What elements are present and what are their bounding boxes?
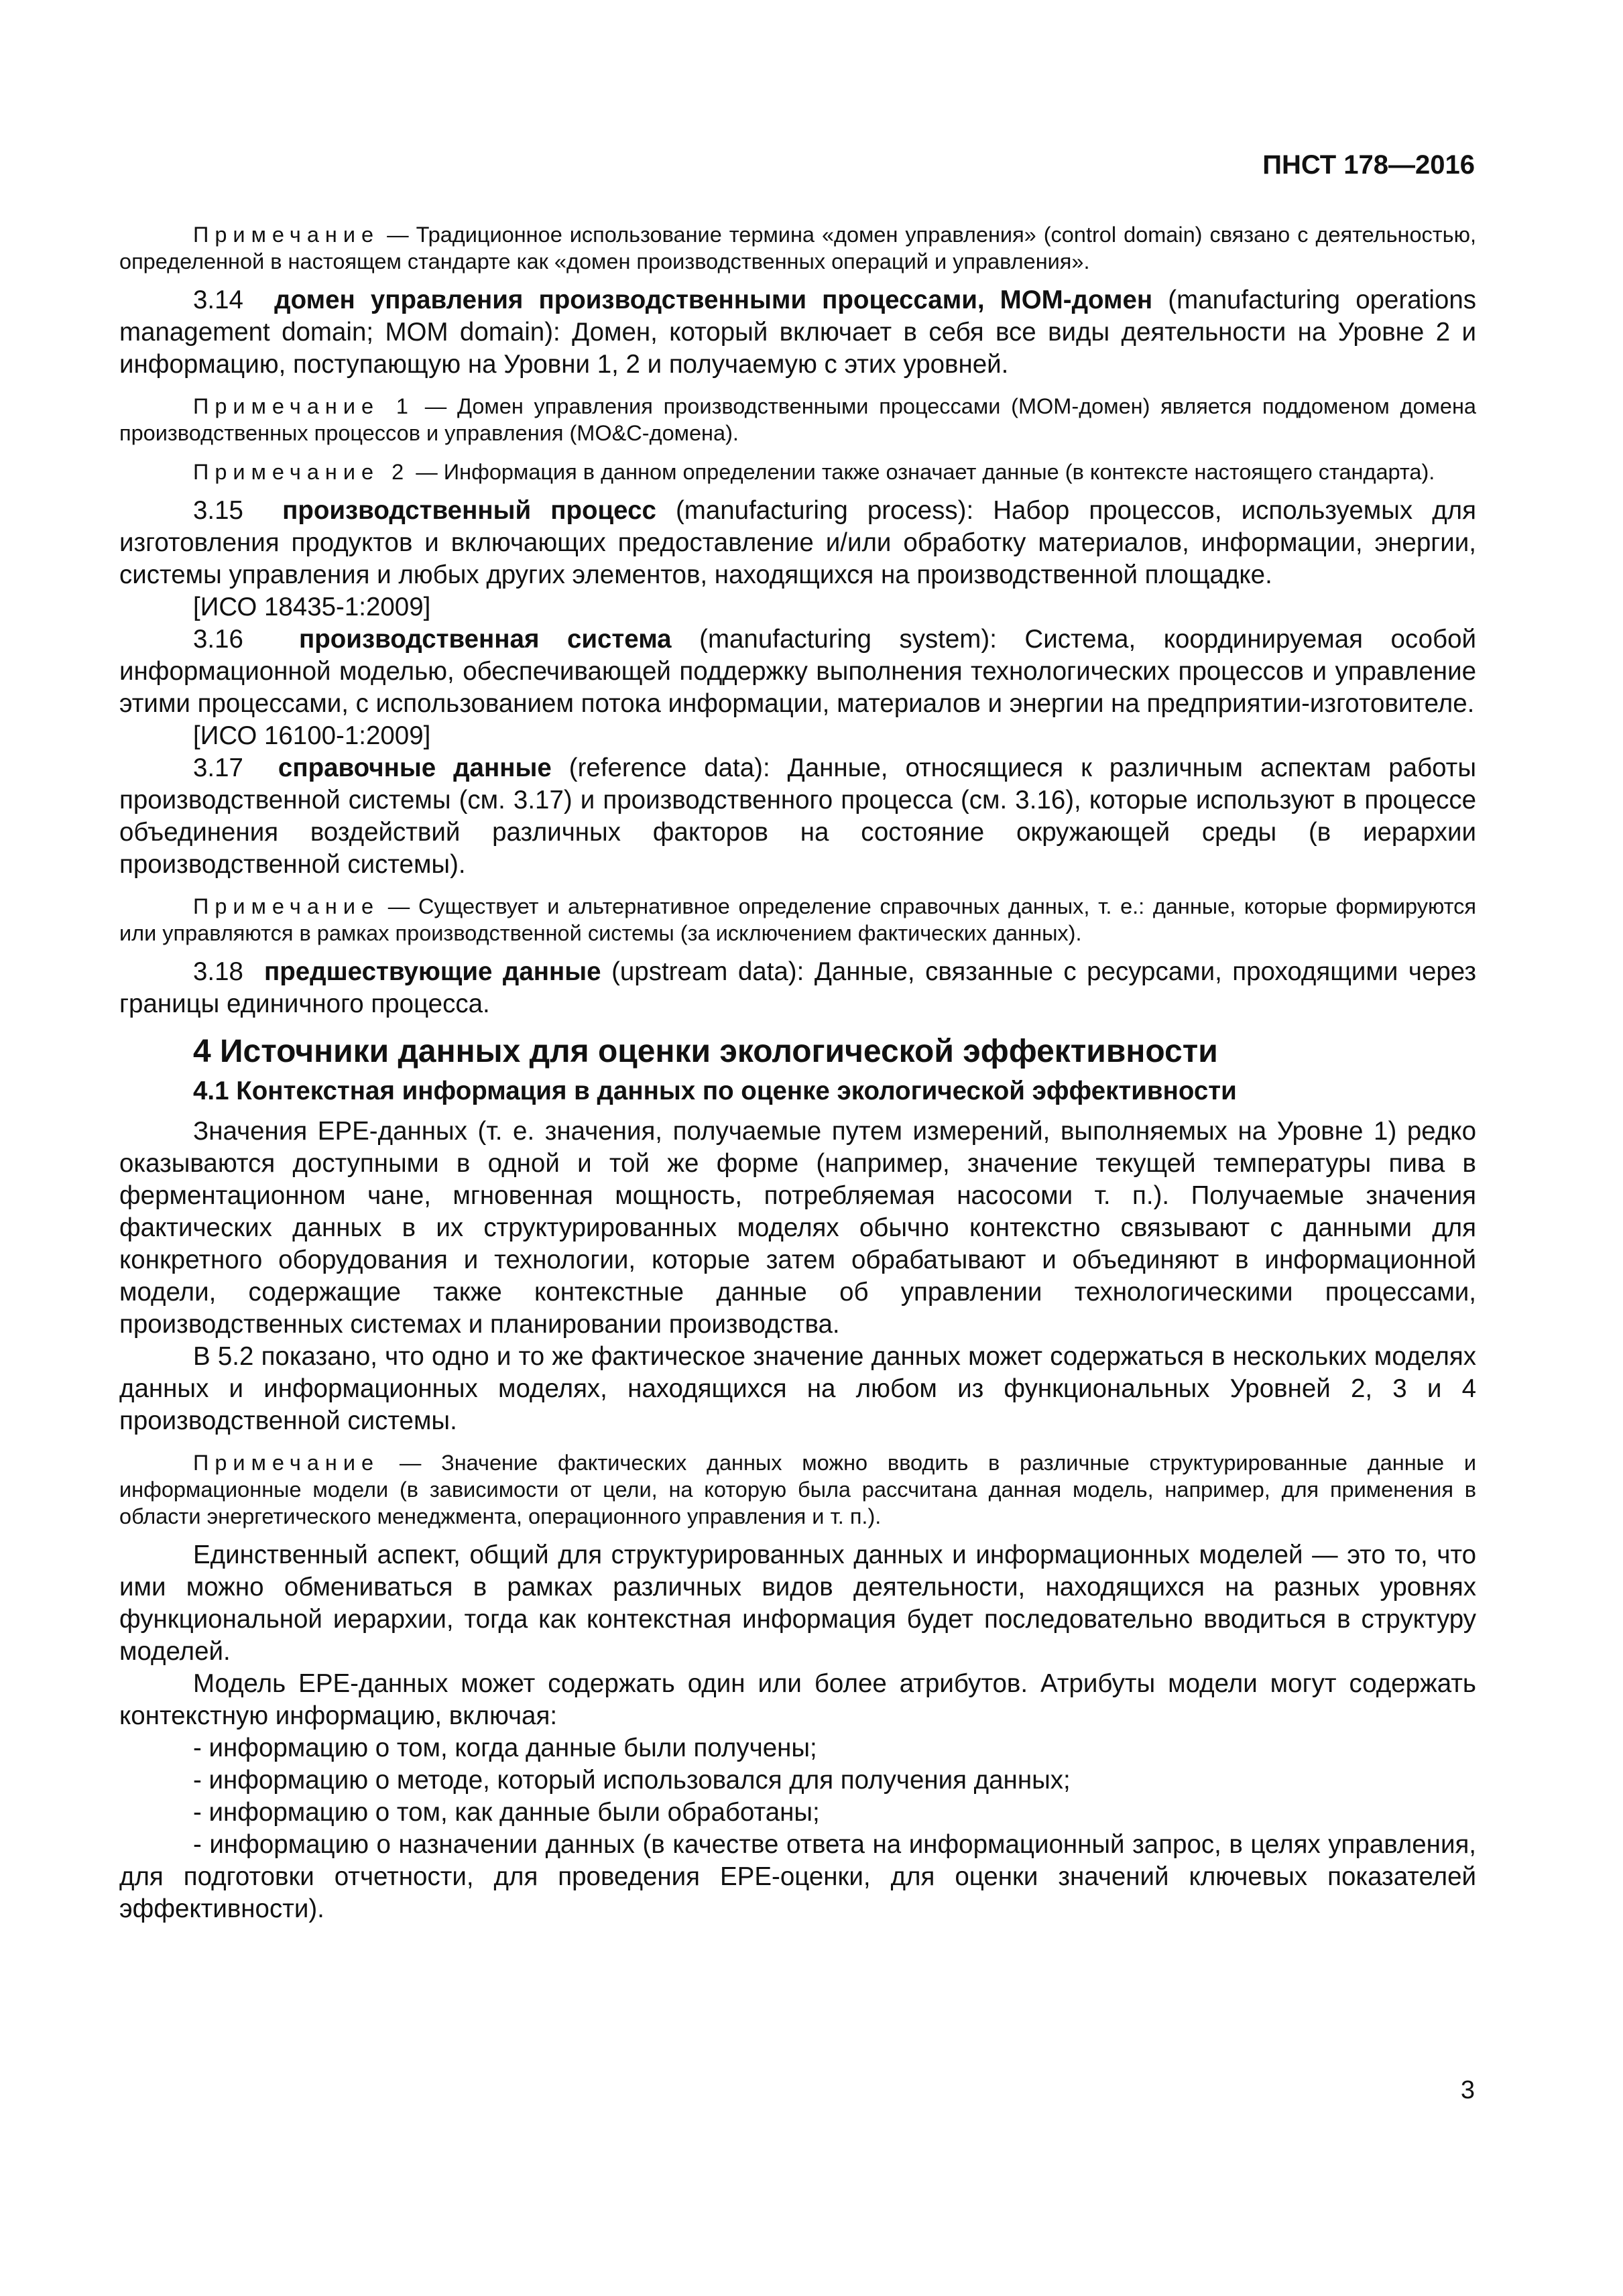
note-label: Примечание <box>193 223 380 247</box>
term-3-16 <box>119 623 1476 720</box>
term-3-14 <box>119 284 1476 381</box>
term-name: справочные данные <box>278 753 552 782</box>
page-number: 3 <box>1460 2076 1475 2104</box>
term-3-18 <box>119 956 1476 1020</box>
term-definition: (manufacturing system): Система, координируемая особой информационной моделью, обеспечивающей поддержку выполнения технологических процессов и управление этими процессами, с использованием потока информации, материалов и энергии на предприятии-изготовителе. <box>119 625 1476 718</box>
note-text: — Традиционное использование термина «домен управления» (control domain) связано с деятельностью, определенной в настоящем стандарте как «домен производственных операций и управления». <box>119 223 1476 274</box>
note-text: — Домен управления производственными процессами (МОМ-домен) является поддоменом домена производственных процессов и управления (МО&С-домена). <box>119 394 1476 445</box>
list-item: - информацию о том, когда данные были получены; <box>193 1734 817 1762</box>
list-item: - информацию о том, как данные были обработаны; <box>193 1798 820 1827</box>
section-4-paragraph-1: Значения ЕРЕ-данных (т. е. значения, получаемые путем измерений, выполняемых на Уровне 1) редко оказываются доступными в одной и той же форме (например, значение текущей температуры пива в ферментационном чане, мгновенная мощность, потребляемая насосоми т. п.). Получаемые значения фактических данных в их структурированных моделях обычно контекстно связывают с данными для конкретного оборудования и технологии, которые затем обрабатывают и объединяют в информационной модели, содержащие также контекстные данные об управлении технологическими процессами, производственных системах и планировании производства. <box>119 1117 1476 1339</box>
term-number: 3.16 <box>193 625 243 654</box>
term-name: домен управления производственными процессами, МОМ-домен <box>274 286 1153 314</box>
term-name: предшествующие данные <box>263 957 601 986</box>
term-number: 3.18 <box>193 957 243 986</box>
term-definition: (manufacturing process): Набор процессов, используемых для изготовления продуктов и включающих предоставление и/или обработку материалов, информации, энергии, системы управления и любых других элементов, находящихся на производственной площадке. <box>119 496 1476 589</box>
term-definition: (manufacturing operations management domain; MOM domain): Домен, который включает в себя все виды деятельности на Уровне 2 и информацию, поступающую на Уровни 1, 2 и получаемую с этих уровней. <box>119 286 1476 379</box>
term-3-14-note-2 <box>119 459 1476 485</box>
term-3-14-note-1 <box>119 393 1476 446</box>
section-4-paragraph-3: Единственный аспект, общий для структурированных данных и информационных моделей — это то, что ими можно обмениваться в рамках различных видов деятельности, находящихся на разных уровнях функциональной иерархии, тогда как контекстная информация будет последовательно вводиться в структуру моделей. <box>119 1540 1476 1666</box>
term-definition: (upstream data): Данные, связанные с ресурсами, проходящими через границы единичного процесса. <box>119 957 1476 1018</box>
term-definition: (reference data): Данные, относящиеся к различным аспектам работы производственной системы (см. 3.17) и производственного процесса (см. 3.16), которые используют в процессе объединения воздействий различных факторов на состояние окружающей среды (в иерархии производственной системы). <box>119 753 1476 879</box>
note-text: — Информация в данном определении также означает данные (в контексте настоящего стандарта). <box>410 460 1435 484</box>
term-number: 3.17 <box>193 753 243 782</box>
note-text: — Значение фактических данных можно вводить в различные структурированные данные и информационные модели (в зависимости от цели, на которую была рассчитана данная модель, например, для применения в области энергетического менеджмента, операционного управления и т. п.). <box>119 1451 1476 1528</box>
note-label: Примечание <box>193 1451 380 1475</box>
note-label: Примечание 2 <box>193 460 410 484</box>
term-3-16-reference: [ИСО 16100-1:2009] <box>193 721 431 750</box>
term-name: производственная система <box>299 625 672 654</box>
section-4-paragraph-2: В 5.2 показано, что одно и то же фактическое значение данных может содержаться в нескольких моделях данных и информационных моделях, находящихся на любом из функциональных Уровней 2, 3 и 4 производственной системы. <box>119 1342 1476 1435</box>
term-number: 3.15 <box>193 496 243 525</box>
term-3-17-note <box>119 893 1476 947</box>
note-label: Примечание <box>193 894 380 918</box>
list-item: - информацию о назначении данных (в качестве ответа на информационный запрос, в целях управления, для подготовки отчетности, для проведения ЕРЕ-оценки, для оценки значений ключевых показателей эффективности). <box>119 1830 1476 1923</box>
term-name: производственный процесс <box>282 496 656 525</box>
list-item: - информацию о методе, который использовался для получения данных; <box>193 1766 1071 1795</box>
term-3-17 <box>119 752 1476 881</box>
section-4-paragraph-4: Модель ЕРЕ-данных может содержать один или более атрибутов. Атрибуты модели могут содержать контекстную информацию, включая: <box>119 1669 1476 1730</box>
term-3-15 <box>119 495 1476 591</box>
term-3-15-reference: [ИСО 18435-1:2009] <box>193 593 431 621</box>
document-code: ПНСТ 178—2016 <box>1262 150 1475 180</box>
term-number: 3.14 <box>193 286 243 314</box>
section-4-heading: 4 Источники данных для оценки экологической эффективности <box>193 1034 1218 1069</box>
note-label: Примечание 1 <box>193 394 414 418</box>
subsection-4-1-heading: 4.1 Контекстная информация в данных по оценке экологической эффективности <box>193 1077 1237 1105</box>
page-content <box>119 221 1476 1925</box>
note-text: — Существует и альтернативное определение справочных данных, т. е.: данные, которые формируются или управляются в рамках производственной системы (за исключением фактических данных). <box>119 894 1476 945</box>
section-4-note <box>119 1449 1476 1530</box>
note-intro <box>119 221 1476 275</box>
